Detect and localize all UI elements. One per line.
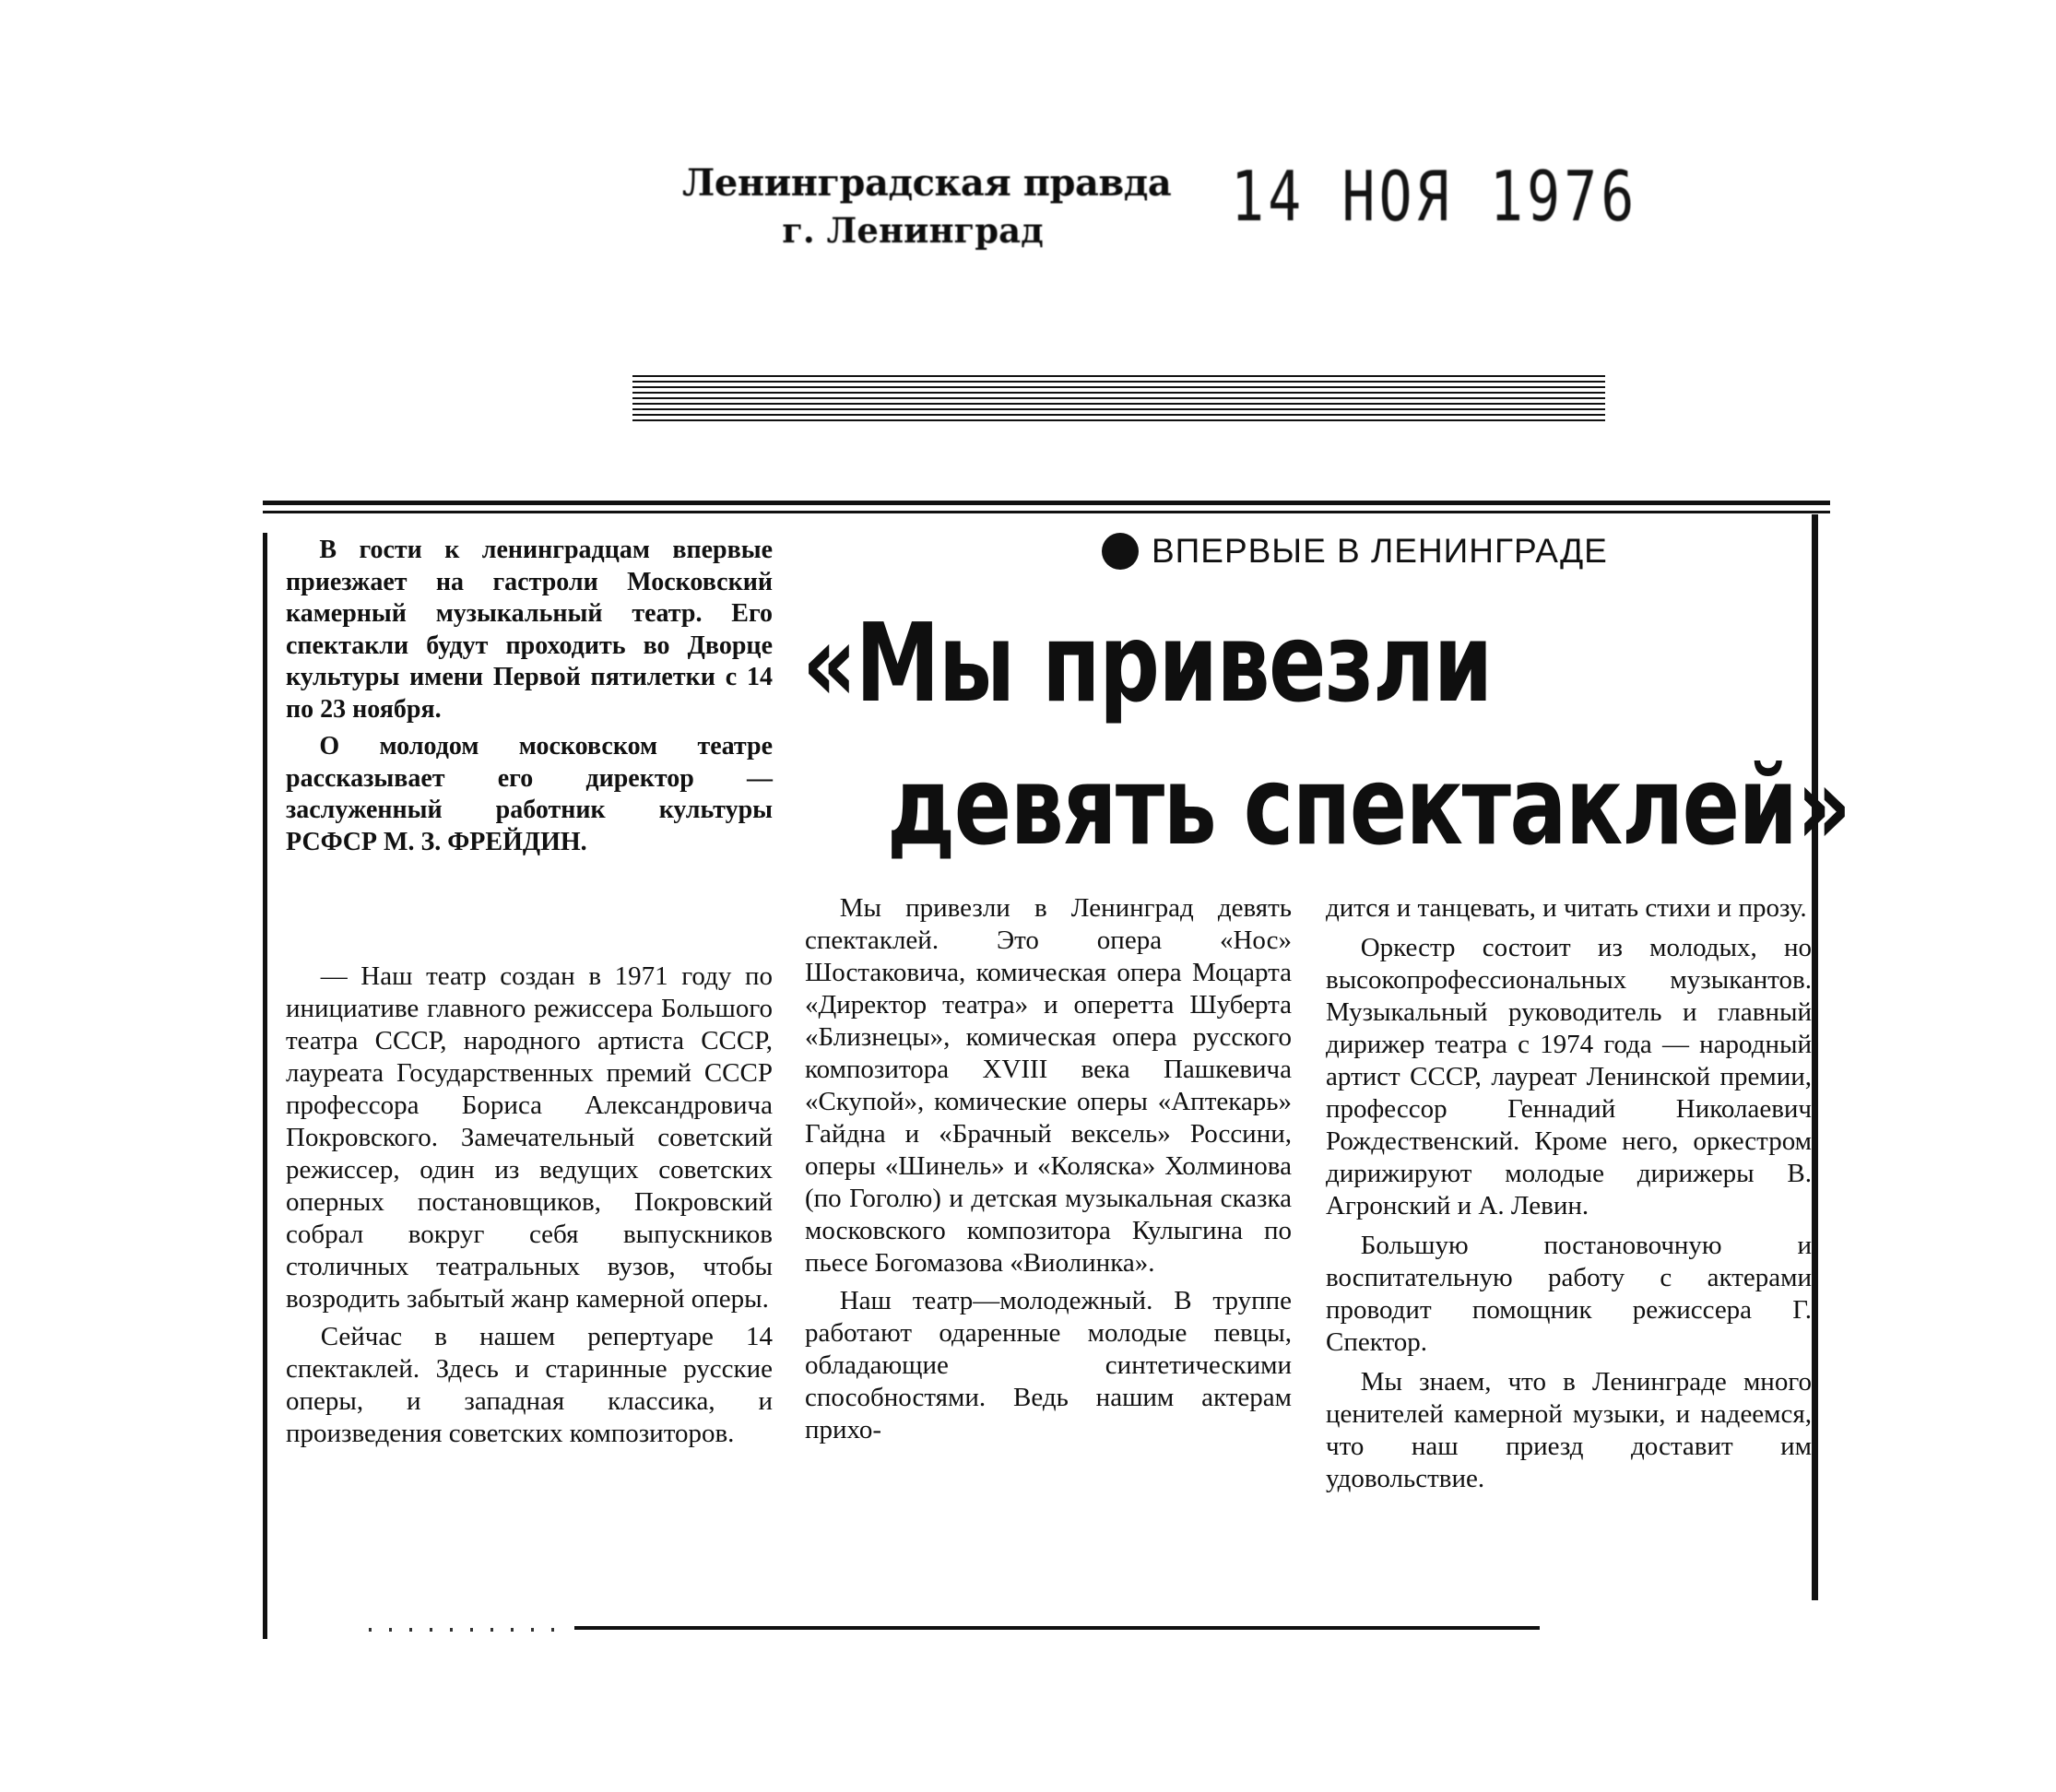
date-stamp: 14 НОЯ 1976: [1231, 157, 1638, 238]
body-paragraph: Мы привезли в Ленинград девять спектаклей. Это опера «Нос» Шостаковича, комическая опера Моцарта «Директор театра» и оперетта Шуберта «Близнецы», комическая опера русского композитора XVIII века Пашкевича «Скупой», комические оперы «Аптекарь» Гайдна и «Брачный вексель» Россини, оперы «Шинель» и «Коляска» Холминова (по Гоголю) и детская музыкальная сказка московского композитора Кулыгина по пьесе Богомазова «Виолинка».: [805, 893, 1292, 1278]
body-paragraph: Наш театр—молодежный. В труппе работают одаренные молодые певцы, обладающие синтетическими способностями. Ведь нашим актерам прихо-: [805, 1286, 1292, 1444]
article-frame-bottom: [574, 1626, 1540, 1630]
newspaper-name: Ленинградская правда: [682, 161, 1172, 205]
article-column-2: [805, 892, 1292, 1446]
header-rule-bars: [632, 375, 1605, 423]
article-kicker: [1102, 532, 1608, 571]
article-lead: [286, 535, 773, 858]
body-paragraph: Мы знаем, что в Ленинграде много ценителей камерной музыки, и надеемся, что наш приезд доставит им удовольствие.: [1326, 1367, 1812, 1493]
headline-line-1: «Мы привезли: [802, 599, 1492, 726]
body-paragraph: — Наш театр создан в 1971 году по инициативе главного режиссера Большого театра СССР, народного артиста СССР, лауреата Государственных премий СССР профессора Бориса Александровича Покровского. Замечательный советский режиссер, один из ведущих советских оперных постановщиков, Покровский собрал вокруг себя выпускников столичных театральных вузов, чтобы возродить забытый жанр камерной оперы.: [286, 961, 773, 1314]
article-column-3: [1326, 892, 1812, 1495]
article-column-1: [286, 961, 773, 1450]
newspaper-city: г. Ленинград: [782, 210, 1044, 251]
bullet-icon: [1102, 533, 1139, 570]
body-paragraph: Оркестр состоит из молодых, но высокопрофессиональных музыкантов. Музыкальный руководитель и главный дирижер театра с 1974 года — народный артист СССР, лауреат Ленинской премии, профессор Геннадий Николаевич Рождественский. Кроме него, оркестром дирижируют молодые дирижеры В. Агронский и А. Левин.: [1326, 933, 1812, 1220]
body-paragraph: дится и танцевать, и читать стихи и прозу.: [1326, 893, 1807, 923]
article-frame-left: [263, 533, 267, 1639]
kicker-text: ВПЕРВЫЕ В ЛЕНИНГРАДЕ: [1152, 532, 1608, 570]
headline-line-2: девять спектаклей»: [887, 742, 1850, 869]
body-paragraph: Большую постановочную и воспитательную работу с актерами проводит помощник режиссера Г. Спектор.: [1326, 1231, 1812, 1357]
body-paragraph: Сейчас в нашем репертуаре 14 спектаклей. Здесь и старинные русские оперы, и западная классика, и произведения советских композиторов.: [286, 1322, 773, 1448]
bottom-dotted-rule: [369, 1628, 562, 1632]
lead-paragraph: О молодом московском театре рассказывает его директор — заслуженный работник культуры РСФСР М. З. ФРЕЙДИН.: [286, 732, 773, 856]
lead-paragraph: В гости к ленинградцам впервые приезжает на гастроли Московский камерный музыкальный театр. Его спектакли будут проходить во Дворце культуры имени Первой пятилетки с 14 по 23 ноября.: [286, 536, 773, 724]
article-frame-top: [263, 501, 1830, 513]
article-frame-right: [1812, 514, 1818, 1600]
